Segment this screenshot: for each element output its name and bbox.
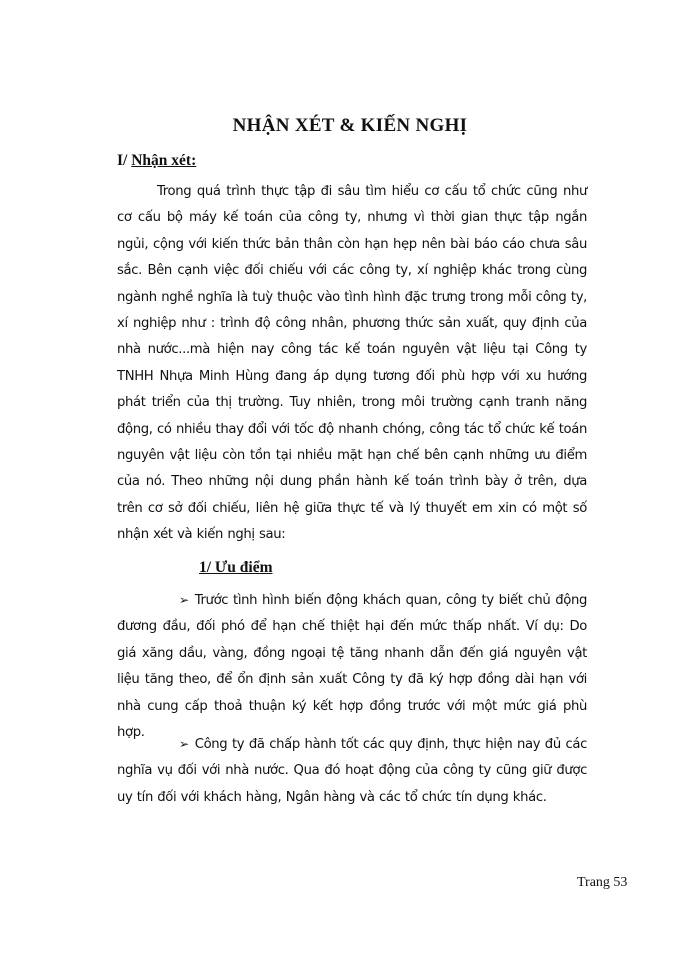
arrow-bullet-icon: ➢	[179, 737, 189, 751]
page-number: Trang 53	[577, 875, 628, 890]
bullet-paragraph-2	[117, 731, 587, 811]
bullet-text-1: Trước tình hình biến động khách quan, công ty biết chủ động đương đầu, đối phó để hạn chế thiệt hại đến mức thấp nhất. Ví dụ: Do giá xăng dầu, vàng, đồng ngoại tệ tăng nhanh dẫn đến giá nguyên vật liệu tăng theo, để ổn định sản xuất Công ty đã ký hợp đồng dài hạn với nhà cung cấp thoả thuận ký kết hợp đồng trước với một mức giá phù hợp.	[117, 593, 587, 741]
bullet-text-2: Công ty đã chấp hành tốt các quy định, thực hiện nay đủ các nghĩa vụ đối với nhà nước. Qua đó hoạt động của công ty cũng giữ được uy tín đối với khách hàng, Ngân hàng và các tổ chức tín dụng khác.	[117, 737, 587, 805]
subsection-heading: 1/ Ưu điểm	[199, 559, 273, 576]
bullet-paragraph-1	[117, 587, 587, 746]
intro-paragraph: Trong quá trình thực tập đi sâu tìm hiểu cơ cấu tổ chức cũng như cơ cấu bộ máy kế toán của công ty, nhưng vì thời gian thực tập ngắn ngủi, cộng với kiến thức bản thân còn hạn hẹp nên bài báo cáo chưa sâu sắc. Bên cạnh việc đối chiếu với các công ty, xí nghiệp khác trong cùng ngành nghề nghĩa là tuỳ thuộc vào tình hình đặc trưng trong mỗi công ty, xí nghiệp như : trình độ công nhân, phương thức sản xuất, quy định của nhà nước...mà hiện nay công tác kế toán nguyên vật liệu tại Công ty TNHH Nhựa Minh Hùng đang áp dụng tương đối phù hợp với xu hướng phát triển của thị trường. Tuy nhiên, trong môi trường cạnh tranh năng động, có nhiều thay đổi với tốc độ nhanh chóng, công tác tổ chức kế toán nguyên vật liệu còn tồn tại nhiều mặt hạn chế bên cạnh những ưu điểm của nó. Theo những nội dung phần hành kế toán trình bày ở trên, dựa trên cơ sở đối chiếu, liên hệ giữa thực tế và lý thuyết em xin có một số nhận xét và kiến nghị sau:	[117, 184, 587, 543]
section-heading	[117, 152, 196, 170]
page-title: NHẬN XÉT & KIẾN NGHỊ	[232, 115, 468, 136]
section-heading-text: Nhận xét:	[131, 152, 197, 169]
arrow-bullet-icon: ➢	[179, 593, 189, 607]
section-number: I/	[117, 152, 132, 169]
